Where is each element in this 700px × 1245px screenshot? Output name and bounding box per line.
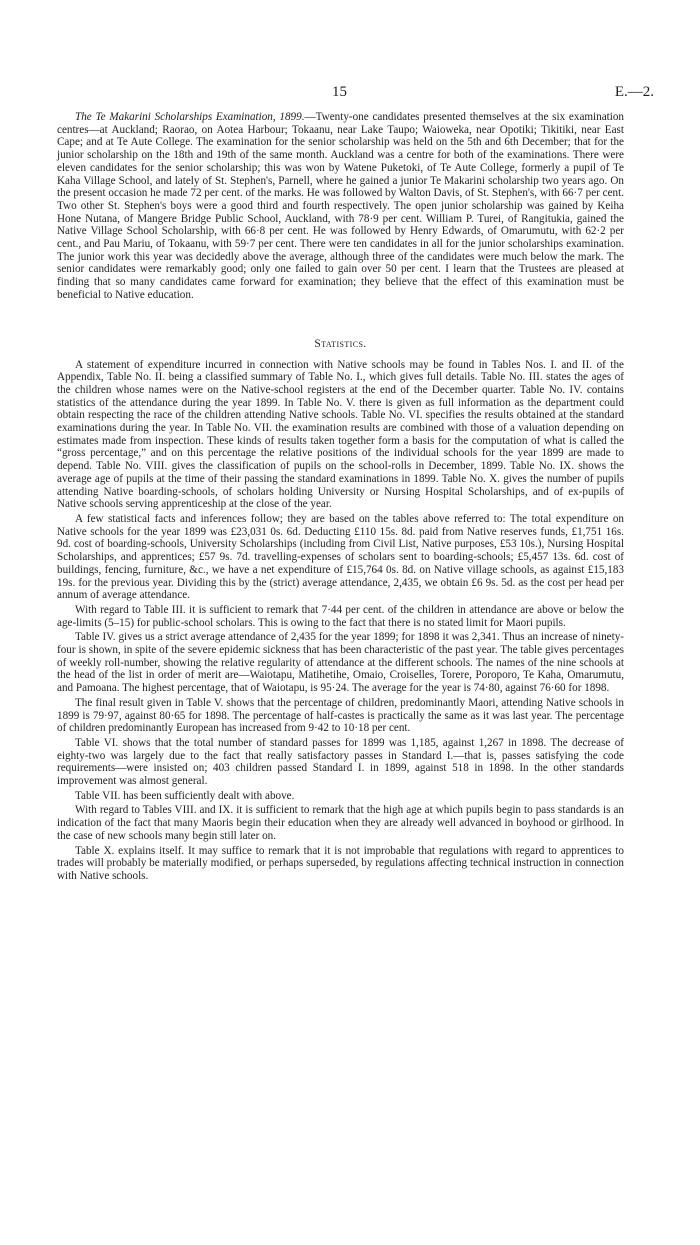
paragraph-table-x: Table X. explains itself. It may suffice to remark that it is not improbable that regulations with regard to apprentices to trades will probably be materially modified, or perhaps superseded, by regulations affecting technical instruction in connection with Native schools. (57, 844, 624, 882)
page-number: 15 (332, 84, 347, 100)
paragraph-tables-viii-ix: With regard to Tables VIII. and IX. it is sufficient to remark that the high age at which pupils begin to pass standards is an indication of the fact that many Maoris begin their education when they are already well advanced in boyhood or girlhood. In the case of new schools many begin still later on. (57, 804, 624, 842)
paragraph-table-vi: Table VI. shows that the total number of standard passes for 1899 was 1,185, against 1,267 in 1898. The decrease of eighty-two was largely due to the fact that really satisfactory passes in Standard I.—that is, passes satisfying the code requirements—were insisted on; 403 children passed Standard I. in 1899, against 518 in 1898. In the other standards improvement was almost general. (57, 736, 624, 788)
paragraph-tables-overview: A statement of expenditure incurred in connection with Native schools may be found in Tables Nos. I. and II. of the Appendix, Table No. II. being a classified summary of Table No. I., which gives full details. Table No. III. states the ages of the children whose names were on the Native-school registers at the end of the December quarter. Table No. IV. contains statistics of the attendance during the year 1899. In Table No. V. there is given as full information as the department could obtain respecting the race of the children attending Native schools. Table No. VI. specifies the results obtained at the standard examinations during the year. In Table No. VII. the examination results are combined with those of a valuation depending on estimates made from inspection. These kinds of results taken together form a basis for the computation of what is called the “gross percentage,” and on this percentage the relative positions of the individual schools for the year 1899 are made to depend. Table No. VIII. gives the classification of pupils on the school-rolls in December, 1899. Table No. IX. shows the average age of pupils at the time of their passing the standard examinations in 1899. Table No. X. gives the number of pupils attending Native boarding-schools, of scholars holding University or Nursing Hospital Scholarships, and of ex-pupils of Native schools serving apprenticeship at the close of the year. (57, 358, 624, 511)
intro-heading: The Te Makarini Scholarships Examination, 1899. (75, 111, 305, 123)
paragraph-table-iii: With regard to Table III. it is sufficient to remark that 7·44 per cent. of the children in attendance are above or below the age-limits (5–15) for public-school scholars. This is owing to the fact that there is no stated limit for Maori pupils. (57, 603, 624, 629)
paragraph-expenditure: A few statistical facts and inferences follow; they are based on the tables above referred to: The total expenditure on Native schools for the year 1899 was £23,031 0s. 6d. Deducting £110 15s. 8d. paid from Native reserves funds, £1,751 16s. 9d. cost of boarding-schools, University Scholarships (including from Civil List, Native purposes, £53 10s.), Nursing Hospital Scholarships, and apprentices; £57 9s. 7d. travelling-expenses of scholars sent to boarding-schools; £5,457 13s. 6d. cost of buildings, fencing, furniture, &c., we have a net expenditure of £15,764 0s. 8d. on Native village schools, as against £15,183 19s. for the previous year. Dividing this by the (strict) average attendance, 2,435, we obtain £6 9s. 5d. as the cost per head per annum of average attendance. (57, 512, 624, 602)
page-header (0, 84, 700, 104)
paragraph-table-iv: Table IV. gives us a strict average attendance of 2,435 for the year 1899; for 1898 it was 2,341. Thus an increase of ninety-four is shown, in spite of the severe epidemic sickness that has been characteristic of the past year. The table gives percentages of weekly roll-number, showing the relative regularity of attendance at the different schools. The names of the nine schools at the head of the list in order of merit are—Waiotapu, Matihetihe, Omaio, Croiselles, Torere, Poroporo, Te Kaha, Omarumutu, and Pamoana. The highest percentage, that of Waiotapu, is 95·24. The average for the year is 74·80, against 76·60 for 1898. (57, 631, 624, 695)
statistics-heading: Statistics. (314, 337, 367, 350)
paragraph-table-v: The final result given in Table V. shows that the percentage of children, predominantly Maori, attending Native schools in 1899 is 79·97, against 80·65 for 1898. The percentage of half-castes is practically the same as it was last year. The percentage of children predominantly European has increased from 9·42 to 10·18 per cent. (57, 696, 624, 735)
intro-paragraph (57, 111, 624, 302)
intro-text: —Twenty-one candidates presented themselves at the six examination centres—at Auckland; Raorao, on Aotea Harbour; Tokaanu, near Lake Taupo; Waioweka, near Opotiki; Tikitiki, near East Cape; and at Te Aute College. The examination for the senior scholarship was held on the 5th and 6th December; that for the junior scholarship on the 18th and 19th of the same month. Auckland was a centre for both of the examinations. There were eleven candidates for the senior scholarship; this was won by Watene Puketoki, of Te Aute College, formerly a pupil of Te Kaha Village School, and lately of St. Stephen's, Parnell, where he gained a junior Te Makarini scholarship two years ago. On the present occasion he made 72 per cent. of the marks. He was followed by Walton Davis, of St. Stephen's, with 66·7 per cent. Two other St. Stephen's boys were a good third and fourth respectively. The open junior scholarship was gained by Keiha Hone Nutana, of Mangere Bridge Public School, Auckland, with 78·9 per cent. William P. Turei, of Rangitukia, gained the Native Village School Scholarship, with 66·8 per cent. He was followed by Henry Edwards, of Omarumutu, with 62·2 per cent., and Pau Mariu, of Tokaanu, with 59·7 per cent. There were ten candidates in all for the junior scholarships examination. The junior work this year was decidedly above the average, although three of the candidates were much below the mark. The senior candidates were remarkably good; only one failed to gain over 50 per cent. I learn that the Trustees are pleased at finding that so many candidates came forward for examination; they believe that the effect of this examination must be beneficial to Native education. (57, 111, 624, 301)
report-reference: E.—2. (614, 84, 654, 100)
page-body (57, 111, 624, 885)
paragraph-table-vii: Table VII. has been sufficiently dealt with above. (75, 789, 295, 802)
